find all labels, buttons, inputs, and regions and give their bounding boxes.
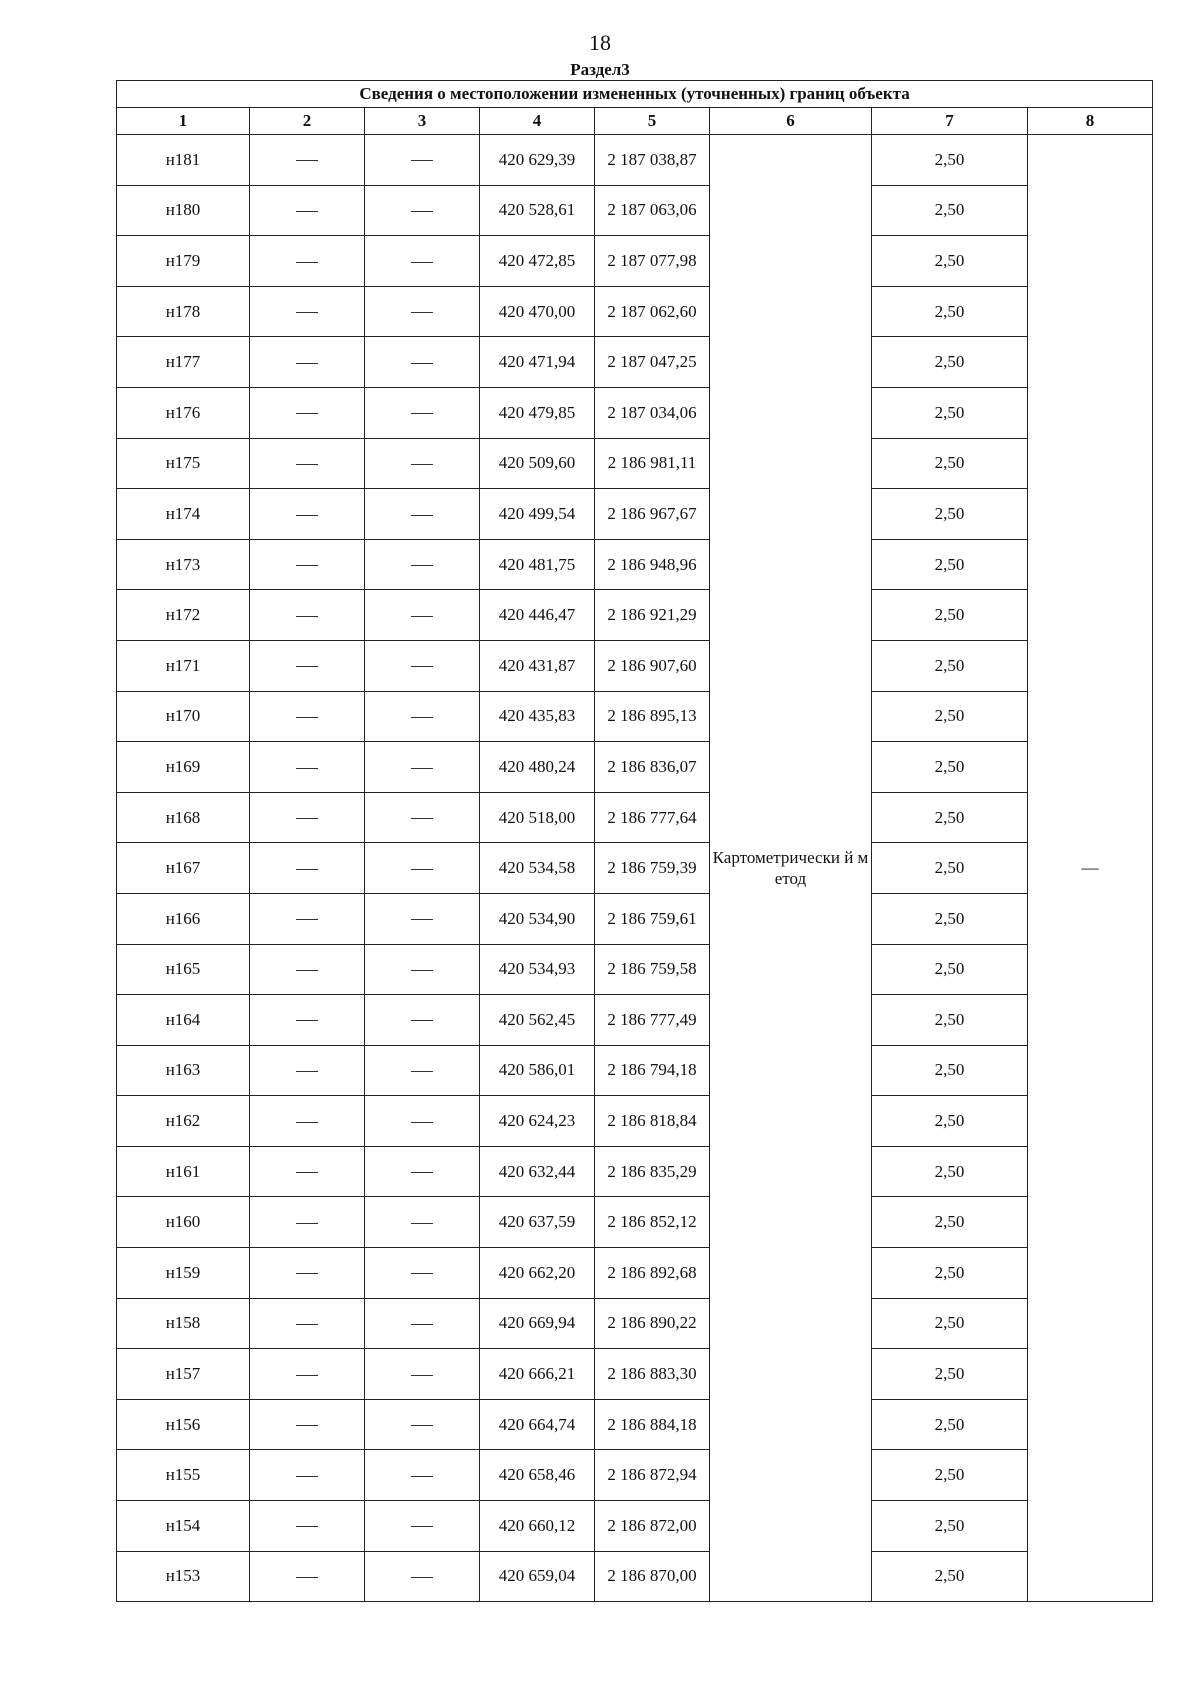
x-coordinate-cell: 420 659,04 bbox=[480, 1551, 595, 1602]
point-id-cell: н159 bbox=[117, 1248, 250, 1299]
column-2-cell bbox=[250, 1501, 365, 1552]
y-coordinate-cell: 2 186 852,12 bbox=[595, 1197, 710, 1248]
point-id-cell: н161 bbox=[117, 1146, 250, 1197]
y-coordinate-cell: 2 187 063,06 bbox=[595, 185, 710, 236]
table-row bbox=[117, 185, 1153, 236]
dash-mark bbox=[411, 919, 433, 920]
dash-mark bbox=[296, 666, 318, 667]
dash-mark bbox=[296, 970, 318, 971]
dash-mark bbox=[411, 616, 433, 617]
x-coordinate-cell: 420 471,94 bbox=[480, 337, 595, 388]
x-coordinate-cell: 420 481,75 bbox=[480, 539, 595, 590]
accuracy-cell: 2,50 bbox=[872, 691, 1028, 742]
dash-mark bbox=[411, 262, 433, 263]
point-id-cell: н155 bbox=[117, 1450, 250, 1501]
column-2-cell bbox=[250, 1349, 365, 1400]
dash-mark bbox=[411, 1172, 433, 1173]
point-id-cell: н180 bbox=[117, 185, 250, 236]
column-header-1: 1 bbox=[117, 108, 250, 135]
table-row bbox=[117, 236, 1153, 287]
column-3-cell bbox=[365, 843, 480, 894]
x-coordinate-cell: 420 658,46 bbox=[480, 1450, 595, 1501]
dash-mark bbox=[296, 1172, 318, 1173]
y-coordinate-cell: 2 186 967,67 bbox=[595, 489, 710, 540]
table-row bbox=[117, 1551, 1153, 1602]
dash-mark bbox=[411, 413, 433, 414]
point-id-cell: н165 bbox=[117, 944, 250, 995]
dash-mark bbox=[296, 1577, 318, 1578]
dash-mark bbox=[296, 1526, 318, 1527]
dash-mark bbox=[296, 565, 318, 566]
x-coordinate-cell: 420 586,01 bbox=[480, 1045, 595, 1096]
table-row bbox=[117, 1045, 1153, 1096]
x-coordinate-cell: 420 446,47 bbox=[480, 590, 595, 641]
table-row bbox=[117, 387, 1153, 438]
dash-mark bbox=[296, 363, 318, 364]
table-row bbox=[117, 337, 1153, 388]
dash-mark bbox=[296, 211, 318, 212]
dash-mark bbox=[411, 970, 433, 971]
column-2-cell bbox=[250, 792, 365, 843]
dash-mark bbox=[411, 818, 433, 819]
point-id-cell: н170 bbox=[117, 691, 250, 742]
x-coordinate-cell: 420 518,00 bbox=[480, 792, 595, 843]
dash-mark bbox=[411, 1324, 433, 1325]
table-row bbox=[117, 742, 1153, 793]
dash-mark bbox=[411, 160, 433, 161]
dash-mark bbox=[411, 1273, 433, 1274]
column-3-cell bbox=[365, 539, 480, 590]
dash-mark bbox=[411, 1071, 433, 1072]
y-coordinate-cell: 2 186 884,18 bbox=[595, 1399, 710, 1450]
accuracy-cell: 2,50 bbox=[872, 1399, 1028, 1450]
accuracy-cell: 2,50 bbox=[872, 893, 1028, 944]
dash-mark bbox=[296, 1223, 318, 1224]
method-cell: Картометрически й метод bbox=[710, 135, 872, 1602]
dash-mark bbox=[296, 1071, 318, 1072]
point-id-cell: н179 bbox=[117, 236, 250, 287]
column-3-cell bbox=[365, 1096, 480, 1147]
dash-mark bbox=[296, 262, 318, 263]
column-2-cell bbox=[250, 135, 365, 186]
dash-mark bbox=[411, 1020, 433, 1021]
dash-mark bbox=[411, 1122, 433, 1123]
dash-mark bbox=[296, 919, 318, 920]
x-coordinate-cell: 420 662,20 bbox=[480, 1248, 595, 1299]
x-coordinate-cell: 420 499,54 bbox=[480, 489, 595, 540]
accuracy-cell: 2,50 bbox=[872, 1146, 1028, 1197]
point-id-cell: н164 bbox=[117, 995, 250, 1046]
column-8-cell: — bbox=[1028, 135, 1153, 1602]
x-coordinate-cell: 420 637,59 bbox=[480, 1197, 595, 1248]
column-2-cell bbox=[250, 1298, 365, 1349]
column-3-cell bbox=[365, 1248, 480, 1299]
dash-mark bbox=[411, 211, 433, 212]
column-2-cell bbox=[250, 1551, 365, 1602]
dash-mark bbox=[296, 1425, 318, 1426]
accuracy-cell: 2,50 bbox=[872, 1551, 1028, 1602]
column-2-cell bbox=[250, 438, 365, 489]
table-row bbox=[117, 893, 1153, 944]
column-2-cell bbox=[250, 337, 365, 388]
point-id-cell: н171 bbox=[117, 640, 250, 691]
y-coordinate-cell: 2 186 777,49 bbox=[595, 995, 710, 1046]
column-3-cell bbox=[365, 337, 480, 388]
dash-mark bbox=[411, 1223, 433, 1224]
column-header-7: 7 bbox=[872, 108, 1028, 135]
dash-mark bbox=[296, 1324, 318, 1325]
column-2-cell bbox=[250, 1450, 365, 1501]
column-2-cell bbox=[250, 236, 365, 287]
table-row bbox=[117, 1298, 1153, 1349]
point-id-cell: н181 bbox=[117, 135, 250, 186]
table-row bbox=[117, 944, 1153, 995]
dash-mark bbox=[411, 1577, 433, 1578]
column-3-cell bbox=[365, 1298, 480, 1349]
point-id-cell: н153 bbox=[117, 1551, 250, 1602]
column-3-cell bbox=[365, 792, 480, 843]
column-3-cell bbox=[365, 1551, 480, 1602]
table-row bbox=[117, 590, 1153, 641]
point-id-cell: н178 bbox=[117, 286, 250, 337]
accuracy-cell: 2,50 bbox=[872, 792, 1028, 843]
accuracy-cell: 2,50 bbox=[872, 640, 1028, 691]
column-3-cell bbox=[365, 387, 480, 438]
y-coordinate-cell: 2 187 077,98 bbox=[595, 236, 710, 287]
column-3-cell bbox=[365, 1197, 480, 1248]
column-3-cell bbox=[365, 286, 480, 337]
table-row bbox=[117, 1197, 1153, 1248]
column-header-6: 6 bbox=[710, 108, 872, 135]
x-coordinate-cell: 420 528,61 bbox=[480, 185, 595, 236]
dash-mark bbox=[411, 1526, 433, 1527]
y-coordinate-cell: 2 186 759,58 bbox=[595, 944, 710, 995]
x-coordinate-cell: 420 562,45 bbox=[480, 995, 595, 1046]
point-id-cell: н173 bbox=[117, 539, 250, 590]
point-id-cell: н167 bbox=[117, 843, 250, 894]
accuracy-cell: 2,50 bbox=[872, 489, 1028, 540]
table-caption: Сведения о местоположении измененных (уточненных) границ объекта bbox=[117, 81, 1153, 108]
point-id-cell: н157 bbox=[117, 1349, 250, 1400]
dash-mark bbox=[296, 768, 318, 769]
x-coordinate-cell: 420 472,85 bbox=[480, 236, 595, 287]
y-coordinate-cell: 2 186 892,68 bbox=[595, 1248, 710, 1299]
x-coordinate-cell: 420 470,00 bbox=[480, 286, 595, 337]
column-2-cell bbox=[250, 1399, 365, 1450]
column-2-cell bbox=[250, 843, 365, 894]
column-header-3: 3 bbox=[365, 108, 480, 135]
accuracy-cell: 2,50 bbox=[872, 1197, 1028, 1248]
accuracy-cell: 2,50 bbox=[872, 1248, 1028, 1299]
table-row bbox=[117, 843, 1153, 894]
table-row bbox=[117, 640, 1153, 691]
point-id-cell: н154 bbox=[117, 1501, 250, 1552]
column-3-cell bbox=[365, 135, 480, 186]
table-row bbox=[117, 1096, 1153, 1147]
column-3-cell bbox=[365, 1501, 480, 1552]
point-id-cell: н160 bbox=[117, 1197, 250, 1248]
column-3-cell bbox=[365, 236, 480, 287]
y-coordinate-cell: 2 187 038,87 bbox=[595, 135, 710, 186]
column-2-cell bbox=[250, 1096, 365, 1147]
boundary-coordinates-table bbox=[116, 80, 1153, 1602]
accuracy-cell: 2,50 bbox=[872, 539, 1028, 590]
point-id-cell: н169 bbox=[117, 742, 250, 793]
x-coordinate-cell: 420 479,85 bbox=[480, 387, 595, 438]
dash-mark bbox=[296, 616, 318, 617]
x-coordinate-cell: 420 669,94 bbox=[480, 1298, 595, 1349]
column-3-cell bbox=[365, 640, 480, 691]
accuracy-cell: 2,50 bbox=[872, 590, 1028, 641]
column-3-cell bbox=[365, 1399, 480, 1450]
dash-mark bbox=[411, 1375, 433, 1376]
column-header-5: 5 bbox=[595, 108, 710, 135]
column-2-cell bbox=[250, 286, 365, 337]
column-2-cell bbox=[250, 640, 365, 691]
x-coordinate-cell: 420 431,87 bbox=[480, 640, 595, 691]
x-coordinate-cell: 420 664,74 bbox=[480, 1399, 595, 1450]
table-caption-row bbox=[117, 81, 1153, 108]
dash-mark bbox=[411, 565, 433, 566]
dash-mark bbox=[411, 768, 433, 769]
accuracy-cell: 2,50 bbox=[872, 438, 1028, 489]
column-3-cell bbox=[365, 185, 480, 236]
y-coordinate-cell: 2 186 948,96 bbox=[595, 539, 710, 590]
dash-mark bbox=[411, 1425, 433, 1426]
table-row bbox=[117, 1450, 1153, 1501]
column-2-cell bbox=[250, 539, 365, 590]
dash-mark bbox=[296, 160, 318, 161]
y-coordinate-cell: 2 187 062,60 bbox=[595, 286, 710, 337]
column-2-cell bbox=[250, 489, 365, 540]
column-2-cell bbox=[250, 742, 365, 793]
accuracy-cell: 2,50 bbox=[872, 387, 1028, 438]
section-title: Раздел3 bbox=[570, 60, 630, 79]
table-body bbox=[117, 135, 1153, 1602]
x-coordinate-cell: 420 509,60 bbox=[480, 438, 595, 489]
point-id-cell: н162 bbox=[117, 1096, 250, 1147]
point-id-cell: н176 bbox=[117, 387, 250, 438]
y-coordinate-cell: 2 186 835,29 bbox=[595, 1146, 710, 1197]
column-3-cell bbox=[365, 1045, 480, 1096]
dash-mark bbox=[296, 464, 318, 465]
point-id-cell: н168 bbox=[117, 792, 250, 843]
y-coordinate-cell: 2 186 890,22 bbox=[595, 1298, 710, 1349]
x-coordinate-cell: 420 435,83 bbox=[480, 691, 595, 742]
y-coordinate-cell: 2 186 883,30 bbox=[595, 1349, 710, 1400]
y-coordinate-cell: 2 187 034,06 bbox=[595, 387, 710, 438]
column-3-cell bbox=[365, 1450, 480, 1501]
column-3-cell bbox=[365, 742, 480, 793]
x-coordinate-cell: 420 666,21 bbox=[480, 1349, 595, 1400]
accuracy-cell: 2,50 bbox=[872, 1349, 1028, 1400]
column-2-cell bbox=[250, 893, 365, 944]
column-3-cell bbox=[365, 893, 480, 944]
point-id-cell: н174 bbox=[117, 489, 250, 540]
point-id-cell: н175 bbox=[117, 438, 250, 489]
table-row bbox=[117, 438, 1153, 489]
y-coordinate-cell: 2 187 047,25 bbox=[595, 337, 710, 388]
column-2-cell bbox=[250, 387, 365, 438]
accuracy-cell: 2,50 bbox=[872, 843, 1028, 894]
accuracy-cell: 2,50 bbox=[872, 995, 1028, 1046]
column-2-cell bbox=[250, 944, 365, 995]
dash-mark bbox=[296, 717, 318, 718]
x-coordinate-cell: 420 534,93 bbox=[480, 944, 595, 995]
column-2-cell bbox=[250, 995, 365, 1046]
dash-mark bbox=[411, 1476, 433, 1477]
x-coordinate-cell: 420 632,44 bbox=[480, 1146, 595, 1197]
dash-mark bbox=[411, 363, 433, 364]
y-coordinate-cell: 2 186 872,00 bbox=[595, 1501, 710, 1552]
point-id-cell: н166 bbox=[117, 893, 250, 944]
y-coordinate-cell: 2 186 836,07 bbox=[595, 742, 710, 793]
column-2-cell bbox=[250, 185, 365, 236]
table-row bbox=[117, 1399, 1153, 1450]
dash-mark bbox=[296, 413, 318, 414]
x-coordinate-cell: 420 534,90 bbox=[480, 893, 595, 944]
y-coordinate-cell: 2 186 759,39 bbox=[595, 843, 710, 894]
dash-mark bbox=[411, 666, 433, 667]
accuracy-cell: 2,50 bbox=[872, 185, 1028, 236]
dash-mark bbox=[411, 717, 433, 718]
table-row bbox=[117, 489, 1153, 540]
point-id-cell: н172 bbox=[117, 590, 250, 641]
table-row bbox=[117, 995, 1153, 1046]
dash-mark bbox=[411, 464, 433, 465]
dash-mark bbox=[296, 1122, 318, 1123]
column-3-cell bbox=[365, 438, 480, 489]
column-3-cell bbox=[365, 489, 480, 540]
table-row bbox=[117, 1146, 1153, 1197]
dash-mark bbox=[296, 869, 318, 870]
column-3-cell bbox=[365, 1146, 480, 1197]
column-header-2: 2 bbox=[250, 108, 365, 135]
y-coordinate-cell: 2 186 872,94 bbox=[595, 1450, 710, 1501]
y-coordinate-cell: 2 186 921,29 bbox=[595, 590, 710, 641]
accuracy-cell: 2,50 bbox=[872, 1501, 1028, 1552]
column-header-8: 8 bbox=[1028, 108, 1153, 135]
page-number: 18 bbox=[589, 30, 611, 55]
column-2-cell bbox=[250, 1248, 365, 1299]
y-coordinate-cell: 2 186 759,61 bbox=[595, 893, 710, 944]
dash-mark bbox=[411, 869, 433, 870]
column-header-4: 4 bbox=[480, 108, 595, 135]
x-coordinate-cell: 420 624,23 bbox=[480, 1096, 595, 1147]
column-2-cell bbox=[250, 590, 365, 641]
column-2-cell bbox=[250, 691, 365, 742]
accuracy-cell: 2,50 bbox=[872, 944, 1028, 995]
table-row bbox=[117, 1349, 1153, 1400]
point-id-cell: н158 bbox=[117, 1298, 250, 1349]
dash-mark bbox=[411, 312, 433, 313]
accuracy-cell: 2,50 bbox=[872, 1045, 1028, 1096]
table-row bbox=[117, 1248, 1153, 1299]
dash-mark bbox=[296, 818, 318, 819]
column-3-cell bbox=[365, 944, 480, 995]
column-2-cell bbox=[250, 1197, 365, 1248]
dash-mark bbox=[296, 1273, 318, 1274]
column-2-cell bbox=[250, 1146, 365, 1197]
dash-mark bbox=[411, 515, 433, 516]
table-row bbox=[117, 792, 1153, 843]
x-coordinate-cell: 420 534,58 bbox=[480, 843, 595, 894]
dash-mark bbox=[296, 1375, 318, 1376]
table-row bbox=[117, 1501, 1153, 1552]
accuracy-cell: 2,50 bbox=[872, 337, 1028, 388]
accuracy-cell: 2,50 bbox=[872, 286, 1028, 337]
accuracy-cell: 2,50 bbox=[872, 236, 1028, 287]
dash-mark bbox=[296, 1476, 318, 1477]
column-3-cell bbox=[365, 1349, 480, 1400]
y-coordinate-cell: 2 186 895,13 bbox=[595, 691, 710, 742]
column-2-cell bbox=[250, 1045, 365, 1096]
column-3-cell bbox=[365, 691, 480, 742]
y-coordinate-cell: 2 186 818,84 bbox=[595, 1096, 710, 1147]
column-3-cell bbox=[365, 995, 480, 1046]
y-coordinate-cell: 2 186 794,18 bbox=[595, 1045, 710, 1096]
dash-mark bbox=[296, 312, 318, 313]
column-3-cell bbox=[365, 590, 480, 641]
accuracy-cell: 2,50 bbox=[872, 1096, 1028, 1147]
accuracy-cell: 2,50 bbox=[872, 742, 1028, 793]
table-header-row bbox=[117, 108, 1153, 135]
y-coordinate-cell: 2 186 870,00 bbox=[595, 1551, 710, 1602]
dash-mark bbox=[296, 1020, 318, 1021]
table-row bbox=[117, 691, 1153, 742]
y-coordinate-cell: 2 186 981,11 bbox=[595, 438, 710, 489]
y-coordinate-cell: 2 186 777,64 bbox=[595, 792, 710, 843]
x-coordinate-cell: 420 480,24 bbox=[480, 742, 595, 793]
point-id-cell: н156 bbox=[117, 1399, 250, 1450]
point-id-cell: н177 bbox=[117, 337, 250, 388]
accuracy-cell: 2,50 bbox=[872, 135, 1028, 186]
accuracy-cell: 2,50 bbox=[872, 1298, 1028, 1349]
table-row bbox=[117, 539, 1153, 590]
accuracy-cell: 2,50 bbox=[872, 1450, 1028, 1501]
table-row bbox=[117, 135, 1153, 186]
x-coordinate-cell: 420 660,12 bbox=[480, 1501, 595, 1552]
point-id-cell: н163 bbox=[117, 1045, 250, 1096]
dash-mark bbox=[296, 515, 318, 516]
x-coordinate-cell: 420 629,39 bbox=[480, 135, 595, 186]
y-coordinate-cell: 2 186 907,60 bbox=[595, 640, 710, 691]
table-row bbox=[117, 286, 1153, 337]
